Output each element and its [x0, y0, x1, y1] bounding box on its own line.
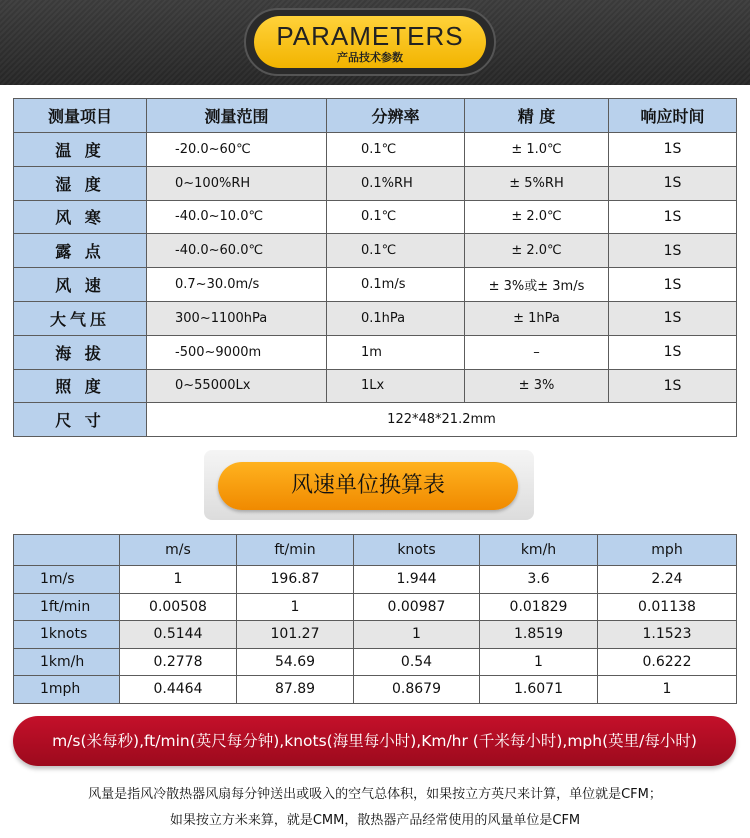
- range-cell: 0~55000Lx: [147, 369, 327, 403]
- value-cell: 1.6071: [480, 676, 598, 704]
- table-row: [14, 200, 737, 234]
- response-cell: 1S: [609, 133, 737, 167]
- conversion-table: [13, 534, 737, 704]
- response-cell: 1S: [609, 268, 737, 302]
- resolution-cell: 0.1℃: [327, 200, 465, 234]
- table-row: [14, 369, 737, 403]
- airflow-note-line-1: 风量是指风冷散热器风扇每分钟送出或吸入的空气总体积，如果按立方英尺来计算，单位就是CFM；: [88, 787, 662, 802]
- accuracy-cell: ± 2.0℃: [465, 200, 609, 234]
- size-row: [14, 403, 737, 437]
- row-label: 照 度: [14, 369, 147, 403]
- value-cell: 3.6: [480, 566, 598, 594]
- resolution-cell: 0.1m/s: [327, 268, 465, 302]
- value-cell: 1: [237, 593, 354, 621]
- accuracy-cell: ± 3%或± 3m/s: [465, 268, 609, 302]
- column-header: mph: [598, 535, 737, 566]
- response-cell: 1S: [609, 335, 737, 369]
- row-label: 1km/h: [14, 648, 120, 676]
- row-label: 海 拔: [14, 335, 147, 369]
- resolution-cell: 1m: [327, 335, 465, 369]
- column-header: [14, 535, 120, 566]
- table-row: [14, 133, 737, 167]
- range-cell: -40.0~10.0℃: [147, 200, 327, 234]
- column-header: 响应时间: [609, 99, 737, 133]
- accuracy-cell: –: [465, 335, 609, 369]
- resolution-cell: 0.1hPa: [327, 301, 465, 335]
- table-row: [14, 621, 737, 649]
- row-label: 风 速: [14, 268, 147, 302]
- value-cell: 0.8679: [354, 676, 480, 704]
- table-row: [14, 166, 737, 200]
- header-badge: [244, 8, 496, 76]
- accuracy-cell: ± 5%RH: [465, 166, 609, 200]
- value-cell: 0.6222: [598, 648, 737, 676]
- parameters-header-row: [14, 99, 737, 133]
- value-cell: 0.01138: [598, 593, 737, 621]
- table-row: [14, 593, 737, 621]
- accuracy-cell: ± 3%: [465, 369, 609, 403]
- value-cell: 0.5144: [120, 621, 237, 649]
- value-cell: 1: [598, 676, 737, 704]
- column-header: 测量范围: [147, 99, 327, 133]
- value-cell: 1: [354, 621, 480, 649]
- row-label: 大气压: [14, 301, 147, 335]
- accuracy-cell: ± 1.0℃: [465, 133, 609, 167]
- header-badge-inner: [254, 16, 486, 68]
- response-cell: 1S: [609, 301, 737, 335]
- size-label: 尺 寸: [14, 403, 147, 437]
- header-band: [0, 0, 750, 85]
- units-legend-banner: m/s(米每秒),ft/min(英尺每分钟),knots(海里每小时),Km/hr (千米每小时),mph(英里/每小时): [13, 716, 736, 766]
- value-cell: 54.69: [237, 648, 354, 676]
- value-cell: 0.01829: [480, 593, 598, 621]
- parameters-table: [13, 98, 737, 437]
- range-cell: 0~100%RH: [147, 166, 327, 200]
- size-value: 122*48*21.2mm: [147, 403, 737, 437]
- value-cell: 196.87: [237, 566, 354, 594]
- resolution-cell: 0.1℃: [327, 234, 465, 268]
- column-header: 测量项目: [14, 99, 147, 133]
- response-cell: 1S: [609, 200, 737, 234]
- row-label: 湿 度: [14, 166, 147, 200]
- response-cell: 1S: [609, 166, 737, 200]
- range-cell: -40.0~60.0℃: [147, 234, 327, 268]
- resolution-cell: 1Lx: [327, 369, 465, 403]
- header-subtitle: 产品技术参数: [337, 51, 403, 64]
- resolution-cell: 0.1℃: [327, 133, 465, 167]
- row-label: 温 度: [14, 133, 147, 167]
- value-cell: 1.944: [354, 566, 480, 594]
- row-label: 1mph: [14, 676, 120, 704]
- row-label: 1ft/min: [14, 593, 120, 621]
- value-cell: 0.00987: [354, 593, 480, 621]
- airflow-note-line-2: 如果按立方米来算，就是CMM，散热器产品经常使用的风量单位是CFM: [169, 813, 581, 828]
- value-cell: 1.1523: [598, 621, 737, 649]
- column-header: 分辨率: [327, 99, 465, 133]
- column-header: ft/min: [237, 535, 354, 566]
- accuracy-cell: ± 1hPa: [465, 301, 609, 335]
- range-cell: -20.0~60℃: [147, 133, 327, 167]
- row-label: 露 点: [14, 234, 147, 268]
- table-row: [14, 648, 737, 676]
- table-row: [14, 234, 737, 268]
- column-header: km/h: [480, 535, 598, 566]
- table-row: [14, 566, 737, 594]
- header-title: PARAMETERS: [276, 21, 464, 51]
- value-cell: 0.00508: [120, 593, 237, 621]
- value-cell: 1.8519: [480, 621, 598, 649]
- value-cell: 101.27: [237, 621, 354, 649]
- column-header: 精 度: [465, 99, 609, 133]
- row-label: 1m/s: [14, 566, 120, 594]
- row-label: 风 寒: [14, 200, 147, 234]
- conversion-header-row: [14, 535, 737, 566]
- response-cell: 1S: [609, 369, 737, 403]
- column-header: knots: [354, 535, 480, 566]
- table-row: [14, 268, 737, 302]
- value-cell: 0.54: [354, 648, 480, 676]
- value-cell: 1: [480, 648, 598, 676]
- range-cell: 300~1100hPa: [147, 301, 327, 335]
- conversion-title: 风速单位换算表: [218, 462, 518, 510]
- value-cell: 0.4464: [120, 676, 237, 704]
- table-row: [14, 335, 737, 369]
- range-cell: 0.7~30.0m/s: [147, 268, 327, 302]
- value-cell: 87.89: [237, 676, 354, 704]
- value-cell: 1: [120, 566, 237, 594]
- table-row: [14, 676, 737, 704]
- table-row: [14, 301, 737, 335]
- range-cell: -500~9000m: [147, 335, 327, 369]
- row-label: 1knots: [14, 621, 120, 649]
- accuracy-cell: ± 2.0℃: [465, 234, 609, 268]
- value-cell: 0.2778: [120, 648, 237, 676]
- value-cell: 2.24: [598, 566, 737, 594]
- conversion-title-badge: [204, 450, 534, 520]
- column-header: m/s: [120, 535, 237, 566]
- resolution-cell: 0.1%RH: [327, 166, 465, 200]
- response-cell: 1S: [609, 234, 737, 268]
